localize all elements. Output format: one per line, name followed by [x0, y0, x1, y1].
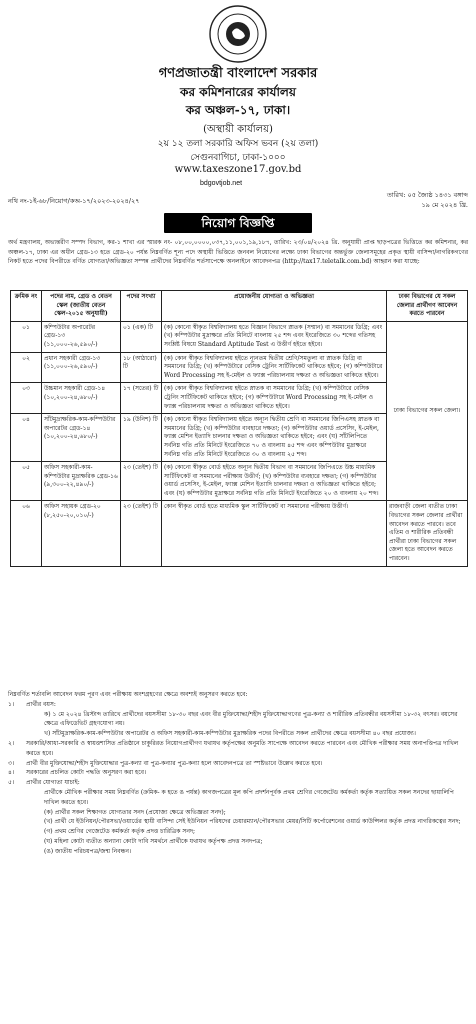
- cell-post: অফিস সহায়ক গ্রেড-২০ (৮,২৫০-২০,০১০/-): [42, 501, 121, 566]
- date-block: [387, 190, 468, 210]
- terms-number: [26, 827, 44, 837]
- cell-serial: ০৬: [11, 501, 42, 566]
- terms-number: [26, 808, 44, 818]
- cell-qualification: (ক) কোন স্বীকৃত বিশ্ববিদ্যালয় হইতে স্নাতক বা সমমানের ডিগ্রি; (খ) কম্পিউটারে বেসিক ট্রেনিং সার্টিফিকেট থাকিতে হইবে; (গ) কম্পিউটারে Word Processing সহ ই-মেইল ও ফ্যাক্স পরিচালনায় দক্ষতা ও অভিজ্ঞতা থাকিতে হইবে।: [162, 383, 387, 414]
- cell-post: প্রধান সহকারী গ্রেড-১৩ (১১,০০০-২৬,৫৯০/-): [42, 352, 121, 383]
- cell-count: ১৯ (উনিশ) টি: [121, 414, 162, 462]
- terms-item: [8, 729, 468, 739]
- cell-count: ১৭ (সতের) টি: [121, 383, 162, 414]
- terms-number: [26, 847, 44, 857]
- terms-text: প্রার্থীর বয়স:: [26, 700, 56, 708]
- terms-text: ক) ১ মে ২০২৪ খ্রিস্টাব্দ তারিখে প্রার্থীদের বয়সসীমা ১৮-৩০ বছর এবং বীর মুক্তিযোদ্ধা/শহীদ মুক্তিযোদ্ধাগণের পুত্র-কন্যা ও শারীরিক প্রতিবন্ধীর বয়সসীমা ১৮-৩২ বৎসর। বয়সের ক্ষেত্রে এফিডেভিট গ্রহণযোগ্য নয়।: [44, 710, 458, 728]
- terms-number: ৫।: [8, 779, 15, 787]
- cell-serial: ০৩: [11, 383, 42, 414]
- cell-qualification: (ক) কোন স্বীকৃত বিশ্ববিদ্যালয় হইতে ন্যূনতম দ্বিতীয় শ্রেণি/সমতুল্য বা স্নাতক ডিগ্রি বা সমমানের ডিগ্রি; (খ) কম্পিউটারে বেসিক ট্রেনিং সার্টিফিকেট থাকিতে হইবে; (গ) কম্পিউটারে Word Processing সহ ই-মেইল ও ফ্যাক্স পরিচালনায় দক্ষতা ও অভিজ্ঞতা থাকিতে হইবে।: [162, 352, 387, 383]
- date-bangla: তারিখ: ০৫ জ্যৈষ্ঠ ১৪৩১ বঙ্গাব্দ: [386, 191, 468, 199]
- header-website[interactable]: www.taxeszone17.gov.bd: [174, 164, 302, 175]
- terms-text: প্রার্থী বীর মুক্তিযোদ্ধা/শহীদ মুক্তিযোদ্ধার পুত্র-কন্যা বা পুত্র-কন্যার পুত্র-কন্যা হলে আবেদনপত্রে তা স্পষ্টভাবে উল্লেখ করতে হবে।: [26, 759, 323, 767]
- cell-serial: ০২: [11, 352, 42, 383]
- terms-item: [8, 788, 468, 808]
- terms-intro: নিম্নবর্ণিত শর্তাবলি আবেদন ফরম পূরণ এবং পরীক্ষায় অংশগ্রহণের ক্ষেত্রে অবশ্যই অনুসরণ করতে হবে:: [8, 691, 248, 698]
- cell-qualification: (ক) কোনো স্বীকৃত বোর্ড হইতে অন্যূন দ্বিতীয় বিভাগ বা সমমানের জিপিএতে উচ্চ মাধ্যমিক সার্টিফিকেট বা সমমানের পরীক্ষায় উত্তীর্ণ; (খ) কম্পিউটার ব্যবহারে দক্ষতা; (গ) কম্পিউটার ওয়ার্ড প্রসেসিং, ই-মেইল, ফ্যাক্স মেশিন ইত্যাদি চালনার দক্ষতা ও অভিজ্ঞতা থাকিতে হইবে; এবং (ঘ) কম্পিউটার মুদ্রাক্ষরে সর্বনিম্ন গতি প্রতি মিনিটে ইংরেজিতে ২০ ও বাংলায় ২০ শব্দ।: [162, 462, 387, 501]
- cell-post: অফিস সহকারী-কাম-কম্পিউটার মুদ্রাক্ষরিক গ্রেড-১৬ (৯,৩০০-২২,৪৯০/-): [42, 462, 121, 501]
- terms-text: সরকারি/আধা-সরকারি ও স্বায়ত্তশাসিত প্রতিষ্ঠানে চাকুরিরত নিয়োগপ্রার্থীগণ যথাযথ কর্তৃপক্ষের অনুমতি সাপেক্ষে আবেদন করতে পারবেন এবং মৌখিক পরীক্ষার সময় অনাপত্তিপত্র দাখিল করতে হবে।: [26, 739, 459, 757]
- header-eligible-area: ঢাকা বিভাগের যে সকল জেলার প্রার্থীগণ আবেদন করতে পারবেন: [387, 291, 468, 322]
- terms-item: [8, 710, 468, 730]
- header-qualification: প্রয়োজনীয় যোগ্যতা ও অভিজ্ঞতা: [162, 291, 387, 322]
- cell-count: ০১ (এক) টি: [121, 321, 162, 352]
- terms-number: ১।: [8, 700, 15, 708]
- terms-text: (ক) প্রার্থীর সকল শিক্ষাগত যোগ্যতার সনদ (প্রযোজ্য ক্ষেত্রে অভিজ্ঞতা সনদ);: [44, 808, 226, 816]
- header-count: পদের সংখ্যা: [121, 291, 162, 322]
- cell-qualification: (ক) কোনো স্বীকৃত বিশ্ববিদ্যালয় হইতে অন্যূন দ্বিতীয় শ্রেণি বা সমমানের জিপিএসহ স্নাতক বা সমমানের ডিগ্রি; (খ) কম্পিউটার ব্যবহারে দক্ষতা; (গ) কম্পিউটার ওয়ার্ড প্রসেসিং, ই-মেইল, ফ্যাক্স মেশিন ইত্যাদি চালনার দক্ষতা ও অভিজ্ঞতা থাকিতে হইবে; এবং (ঘ) সাঁটলিপিতে সর্বনিম্ন গতি প্রতি মিনিটে ইংরেজিতে ৭০ ও বাংলায় ৪৫ শব্দ এবং কম্পিউটার মুদ্রাক্ষরে সর্বনিম্ন গতি প্রতি মিনিটে ইংরেজিতে ৩০ ও বাংলায় ২৫ শব্দ।: [162, 414, 387, 462]
- terms-item: [8, 847, 468, 857]
- table-row: [11, 321, 468, 352]
- terms-item: [8, 768, 468, 778]
- terms-number: ৩।: [8, 759, 15, 767]
- cell-serial: ০১: [11, 321, 42, 352]
- terms-item: [8, 700, 468, 710]
- header-post: পদের নাম, গ্রেড ও বেতন স্কেল (জাতীয় বেতন স্কেল-২০১৫ অনুযায়ী): [42, 291, 121, 322]
- terms-number: [26, 788, 44, 808]
- terms-text: প্রার্থীকে মৌখিক পরীক্ষার সময় নিম্নবর্ণিত (ক্রমিক- ক হতে ঙ পর্যন্ত) কাগজপত্রের মূল কপি প্রদর্শনপূর্বক প্রথম শ্রেণির গেজেটেড কর্মকর্তা কর্তৃক সত্যায়িত সকল সনদের ছায়ালিপি দাখিল করতে হবে।: [44, 788, 454, 806]
- cell-qualification: কোন স্বীকৃত বোর্ড হতে মাধ্যমিক স্কুল সার্টিফিকেট বা সমমানের পরীক্ষায় উত্তীর্ণ।: [162, 501, 387, 566]
- cell-post: কম্পিউটার অপারেটর গ্রেড-১৩ (১১,০০০-২৬,৫৯০/-): [42, 321, 121, 352]
- header-address: সেগুনবাগিচা, ঢাকা-১০০০: [190, 153, 286, 163]
- cell-count: ১৮ (আঠারো) টি: [121, 352, 162, 383]
- cell-count: ২৩ (তেইশ) টি: [121, 501, 162, 566]
- terms-item: [8, 808, 468, 818]
- terms-number: [26, 710, 44, 730]
- terms-item: [8, 817, 468, 827]
- terms-number: [26, 817, 44, 827]
- terms-text: (ঘ) মহিলা কোটা ব্যতীত অন্যান্য কোটা দাবি সমর্থনে প্রার্থীকে যথাযথ কর্তৃপক্ষ প্রদত্ত সনদপত্র;: [44, 837, 263, 845]
- terms-number: ৪।: [8, 769, 15, 777]
- cell-count: ২৩ (তেইশ) টি: [121, 462, 162, 501]
- terms-item: [8, 778, 468, 788]
- notice-title: নিয়োগ বিজ্ঞপ্তি: [164, 213, 312, 233]
- header-government: গণপ্রজাতন্ত্রী বাংলাদেশ সরকার: [158, 66, 318, 81]
- header-zone: কর অঞ্চল-১৭, ঢাকা।: [185, 103, 291, 117]
- terms-text: (ঙ) জাতীয় পরিচয়পত্র/জন্ম নিবন্ধন।: [44, 847, 132, 855]
- header-temporary: (অস্থায়ী কার্যালয়): [203, 124, 273, 135]
- cell-eligible-area: ঢাকা বিভাগের সকল জেলা।: [387, 321, 468, 501]
- jobs-table: [10, 290, 468, 567]
- terms-number: [26, 837, 44, 847]
- terms-number: [26, 729, 44, 739]
- header-office: কর কমিশনারের কার্যালয়: [180, 85, 296, 99]
- terms-item: [8, 837, 468, 847]
- terms-text: সরকারের প্রচলিত কোটা পদ্ধতি অনুসরণ করা হবে।: [26, 769, 147, 777]
- date-english: ১৯ মে ২০২৪ খ্রি.: [421, 201, 468, 209]
- terms-item: [8, 827, 468, 837]
- cell-serial: ০৫: [11, 462, 42, 501]
- table-row: [11, 501, 468, 566]
- terms-text: খ) সাঁটমুদ্রাক্ষরিক-কাম-কম্পিউটার অপারেটর ও অফিস সহকারী-কাম-কম্পিউটার মুদ্রাক্ষরিক পদের বিপরীতে সকল প্রার্থীদের ক্ষেত্রে বয়সসীমা ৪০ বছর প্রযোজ্য।: [44, 730, 416, 738]
- watermark-text: bdgovtjob.net: [200, 180, 243, 187]
- table-header-row: [11, 291, 468, 322]
- terms-item: [8, 759, 468, 769]
- reference-number: নথি নং-১ই-৬৮/নিয়োগ/কঅ-১৭/২০২৩-২০২৪/২৭: [8, 197, 140, 205]
- terms-item: [8, 739, 468, 759]
- cell-eligible-area: রাজবাড়ী জেলা ব্যতীত ঢাকা বিভাগের সকল জেলার প্রার্থীরা আবেদন করতে পারবে। তবে এতিম ও শারীরিক প্রতিবন্ধী প্রার্থীরা ঢাকা বিভাগের সকল জেলা হতে আবেদন করতে পারবেন।: [387, 501, 468, 566]
- cell-post: উচ্চমান সহকারী গ্রেড-১৪ (১০,২০০-২৪,৬৮০/-): [42, 383, 121, 414]
- cell-serial: ০৪: [11, 414, 42, 462]
- intro-paragraph: অর্থ মন্ত্রণালয়, অভ্যন্তরীণ সম্পদ বিভাগ, কর-১ শাখা এর স্মারক নং- ০৮,০০,০০০০,০৩৭,১১,০০১,১৯,১৮৭, তারিখ: ২৩/০৪/২০২৪ খ্রি. অনুযায়ী প্রাপ্ত ছাড়পত্রের ভিত্তিতে কর কমিশনার, কর অঞ্চল-১৭, ঢাকা এর অধীন গ্রেড-১৩ হতে গ্রেড-২০ পর্যন্ত নিম্নবর্ণিত শূন্য পদে অস্থায়ী ভিত্তিতে জনবল নিয়োগের লক্ষ্যে ঢাকা বিভাগের অন্তর্ভুক্ত জেলাসমূহের প্রকৃত স্থায়ী বাসিন্দা/নাগরিকগণের নিকট হতে পদের বিপরীতে বর্ণিত যোগ্যতা/অভিজ্ঞতা সম্পন্ন প্রার্থীদের নিম্নবর্ণিত শর্তসাপেক্ষে অনলাইনে আবেদনপত্র (http://tax17.teletalk.com.bd) আহ্বান করা যাচ্ছে:: [8, 239, 468, 265]
- government-seal-icon: [208, 4, 268, 64]
- header-serial: ক্রমিক নং: [11, 291, 42, 322]
- header-building: ২য় ১২ তলা সরকারি অফিস ভবন (২য় তলা): [157, 139, 319, 149]
- terms-number: ২।: [8, 739, 15, 747]
- terms-text: (গ) প্রথম শ্রেণির গেজেটেড কর্মকর্তা কর্তৃক প্রদত্ত চারিত্রিক সনদ;: [44, 828, 196, 836]
- terms-text: প্রার্থীর যোগ্যতা যাচাই:: [26, 779, 80, 787]
- terms-text: (খ) প্রার্থী যে ইউনিয়ন/পৌরসভা/ওয়ার্ডের স্থায়ী বাসিন্দা সেই ইউনিয়ন পরিষদের চেয়ারম্যান/পৌরসভার মেয়র/সিটি কর্পোরেশনের ওয়ার্ড কাউন্সিলর কর্তৃক প্রদত্ত নাগরিকত্বের সনদ;: [44, 818, 461, 826]
- terms-section: [8, 690, 468, 857]
- cell-post: সাঁটমুদ্রাক্ষরিক-কাম-কম্পিউটার অপারেটর গ্রেড-১৪ (১০,২০০-২৪,৬৮০/-): [42, 414, 121, 462]
- cell-qualification: (ক) কোনো স্বীকৃত বিশ্ববিদ্যালয় হতে বিজ্ঞান বিভাগে স্নাতক (সম্মান) বা সমমানের ডিগ্রি; এবং (খ) কম্পিউটার মুদ্রাক্ষরে প্রতি মিনিটে বাংলায় ২৫ শব্দ এবং ইংরেজিতে ৩০ শব্দের গতিসহ সংশ্লিষ্ট বিষয়ে Standard Aptitude Test এ উত্তীর্ণ হইতে হইবে।: [162, 321, 387, 352]
